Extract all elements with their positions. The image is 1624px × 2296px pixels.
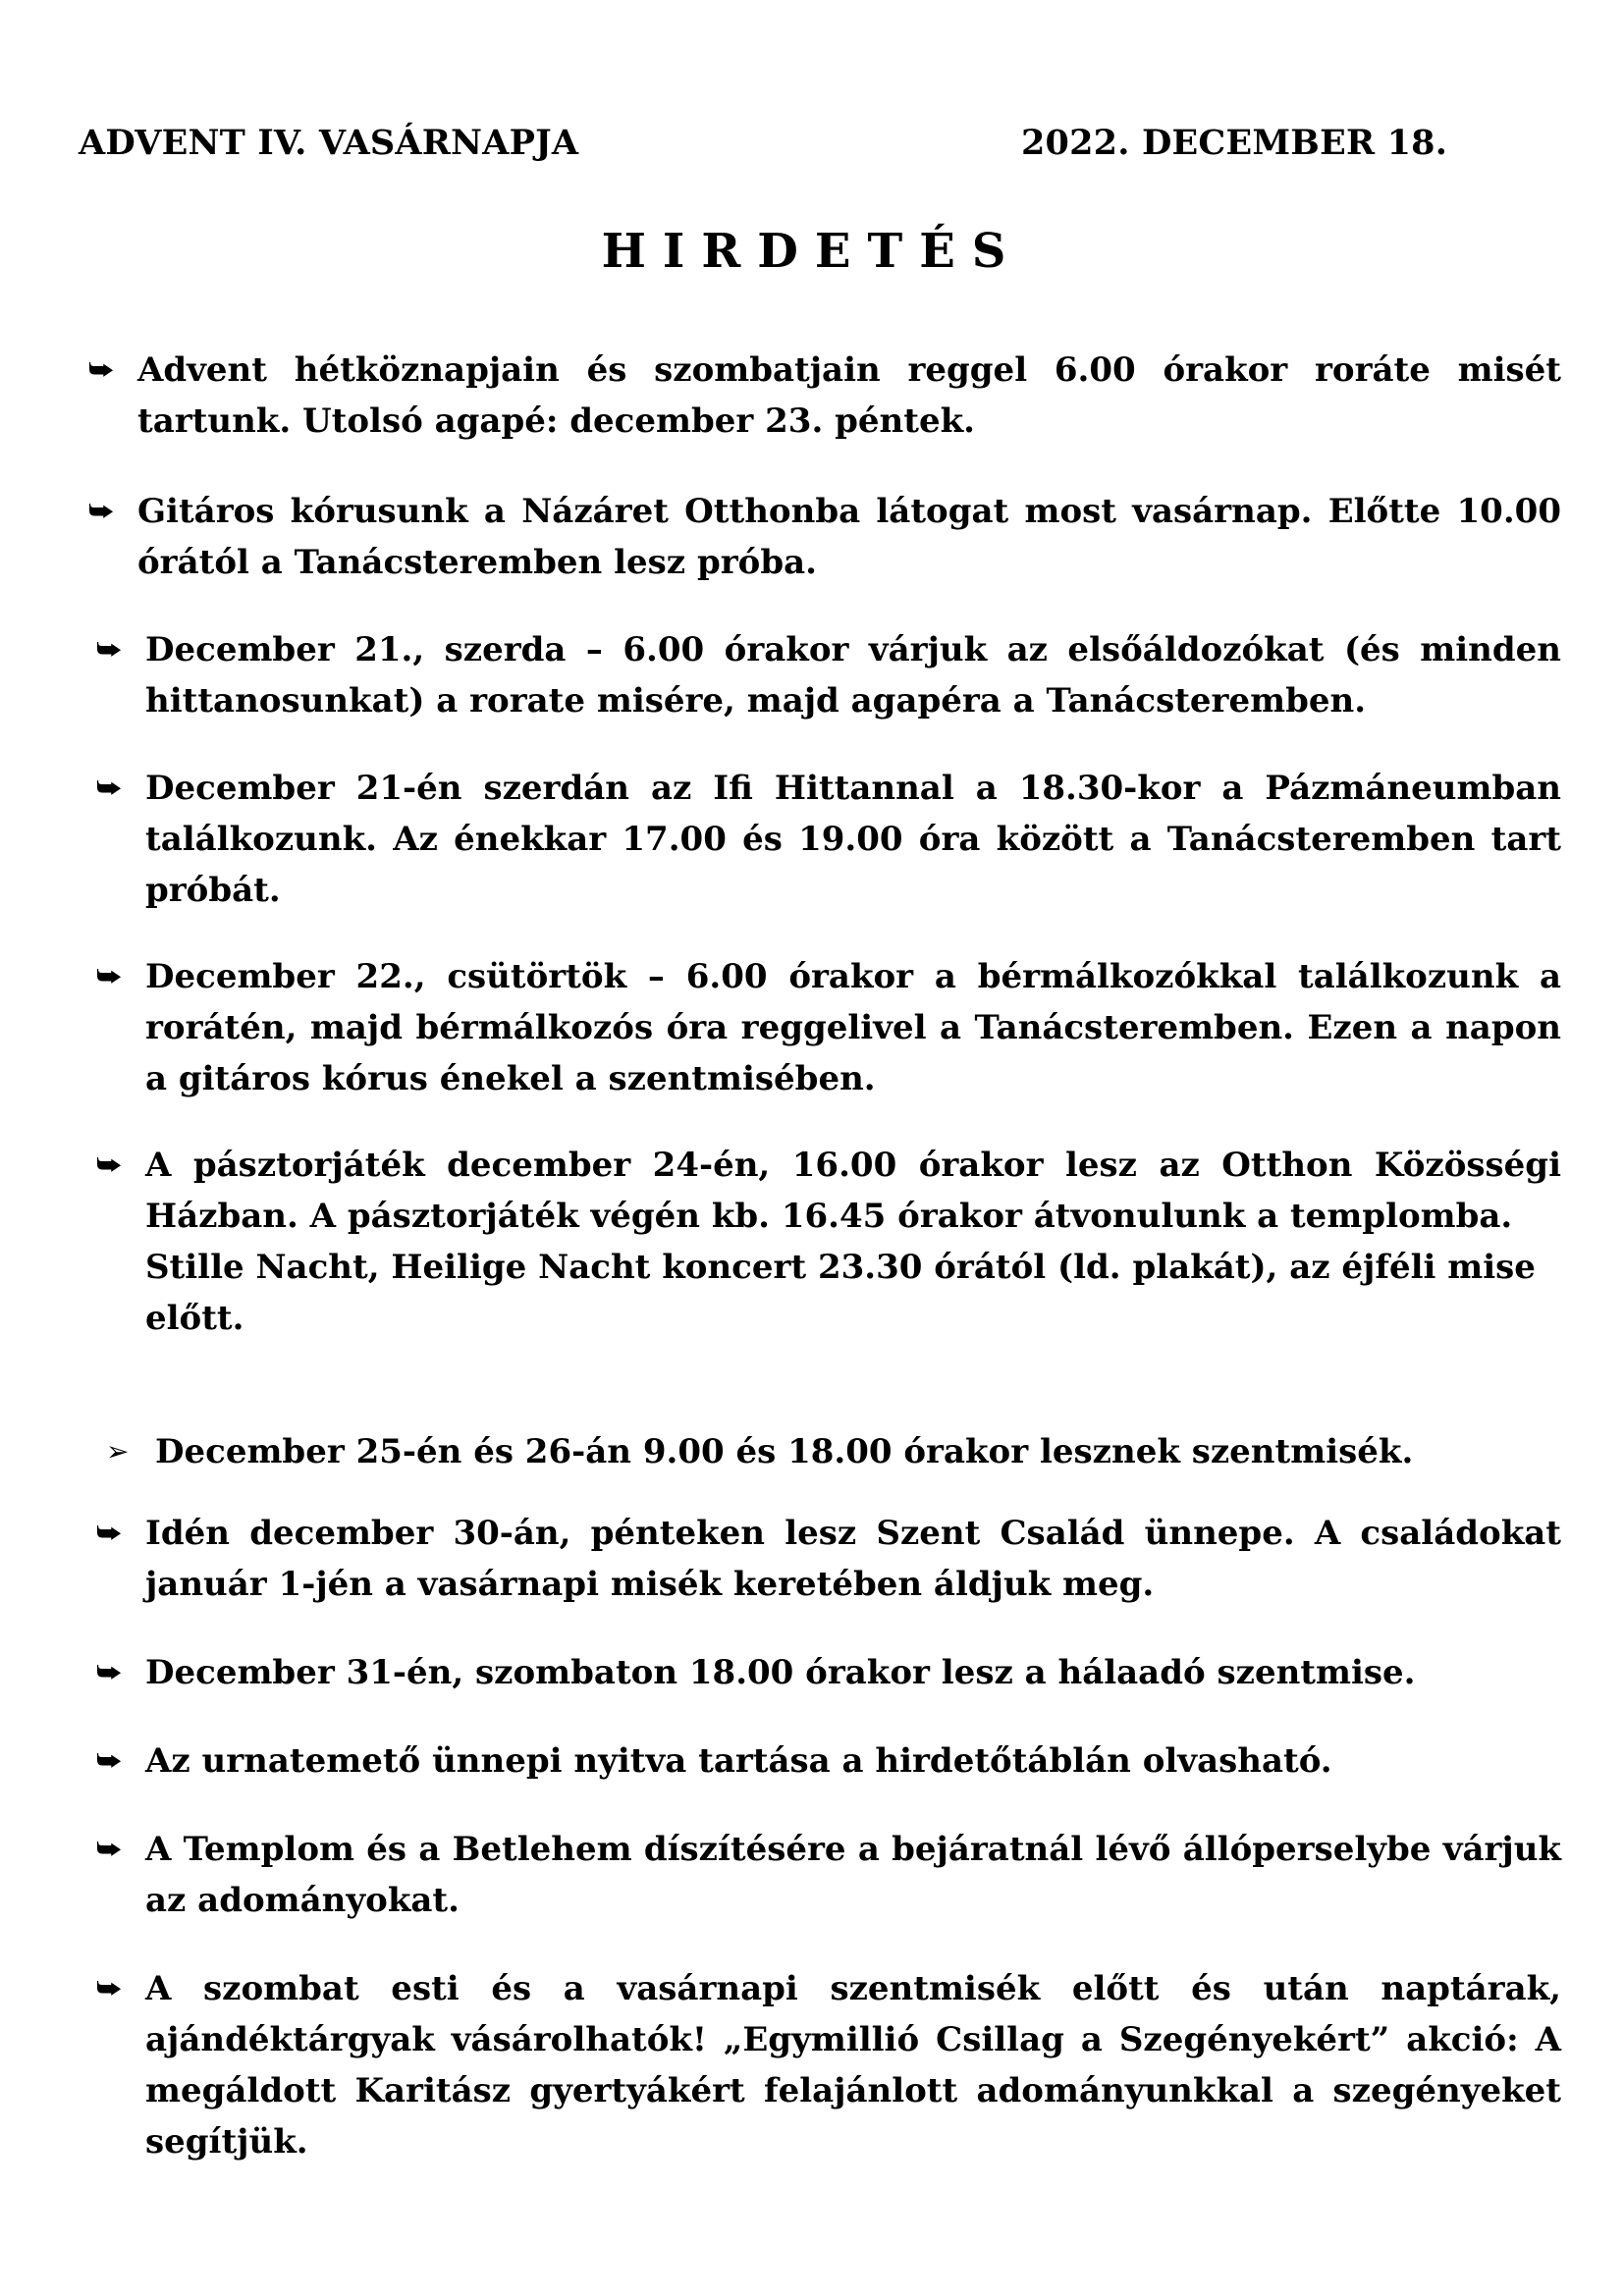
announcement-item <box>88 486 1561 588</box>
liturgical-day: ADVENT IV. VASÁRNAPJA <box>79 123 579 163</box>
announcement-text: December 31-én, szombaton 18.00 órakor lesz a hálaadó szentmise. <box>145 1653 1416 1692</box>
arrowhead-bullet-icon: ⮩ <box>88 353 115 386</box>
announcement-text: December 25-én és 26-án 9.00 és 18.00 órakor lesznek szentmisék. <box>155 1432 1414 1471</box>
arrowhead-bullet-icon: ⮩ <box>96 1517 123 1549</box>
announcement-text: A Templom és a Betlehem díszítésére a bejáratnál lévő állóperselybe várjuk az adományokat. <box>145 1830 1561 1920</box>
announcement-text: Advent hétköznapjain és szombatjain reggel 6.00 órakor roráte misét tartunk. Utolsó agapé: december 23. péntek. <box>137 350 1561 441</box>
announcement-item <box>96 1647 1561 1698</box>
arrowhead-bullet-icon: ⮩ <box>96 1148 123 1181</box>
announcement-item <box>96 1508 1561 1610</box>
announcement-text: December 21-én szerdán az Ifi Hittannal a 18.30-kor a Pázmáneumban találkozunk. Az énekkar 17.00 és 19.00 óra között a Tanácsteremben tart próbát. <box>145 769 1561 910</box>
announcement-item <box>96 1140 1561 1344</box>
announcement-text: A pásztorjáték december 24-én, 16.00 órakor lesz az Otthon Közösségi Házban. A pásztorjáték végén kb. 16.45 órakor átvonulunk a templomba. <box>145 1146 1561 1236</box>
announcement-item <box>96 1735 1561 1787</box>
announcement-item <box>96 763 1561 916</box>
announcement-item <box>96 624 1561 726</box>
page-title: HIRDETÉS <box>601 224 1023 279</box>
announcement-text: December 21., szerda – 6.00 órakor várjuk az elsőáldozókat (és minden hittanosunkat) a rorate misére, majd agapéra a Tanácsteremben. <box>145 630 1561 721</box>
announcement-text: Idén december 30-án, pénteken lesz Szent Család ünnepe. A családokat január 1-jén a vasárnapi misék keretében áldjuk meg. <box>145 1514 1561 1604</box>
announcement-note: Stille Nacht, Heilige Nacht koncert 23.30 órától (ld. plakát), az éjféli mise előtt. <box>145 1248 1536 1338</box>
announcement-item <box>96 1824 1561 1926</box>
arrowhead-bullet-icon: ➢ <box>106 1435 130 1468</box>
arrowhead-bullet-icon: ⮩ <box>96 1656 123 1688</box>
date: 2022. DECEMBER 18. <box>1021 123 1448 163</box>
announcement-text: A szombat esti és a vasárnapi szentmisék előtt és után naptárak, ajándéktárgyak vásárolhatók! „Egymillió Csillag a Szegényekért” akció: A megáldott Karitász gyertyákért felajánlott adományunkkal a szegényeket segítjük. <box>145 1969 1561 2162</box>
arrowhead-bullet-icon: ⮩ <box>96 633 123 666</box>
announcement-text: December 22., csütörtök – 6.00 órakor a bérmálkozókkal találkozunk a rorátén, majd bérmálkozós óra reggelivel a Tanácsteremben. Ezen a napon a gitáros kórus énekel a szentmisében. <box>145 957 1561 1098</box>
arrowhead-bullet-icon: ⮩ <box>88 495 115 527</box>
arrowhead-bullet-icon: ⮩ <box>96 960 123 992</box>
announcement-item <box>96 951 1561 1104</box>
arrowhead-bullet-icon: ⮩ <box>96 1744 123 1777</box>
arrowhead-bullet-icon: ⮩ <box>96 1972 123 2004</box>
announcement-text: Az urnatemető ünnepi nyitva tartása a hirdetőtáblán olvasható. <box>145 1741 1332 1781</box>
announcement-item <box>106 1426 1561 1477</box>
announcement-item <box>96 1963 1561 2167</box>
arrowhead-bullet-icon: ⮩ <box>96 772 123 804</box>
announcement-text: Gitáros kórusunk a Názáret Otthonba látogat most vasárnap. Előtte 10.00 órától a Tanácsteremben lesz próba. <box>137 492 1561 582</box>
arrowhead-bullet-icon: ⮩ <box>96 1833 123 1865</box>
announcement-item <box>88 345 1561 447</box>
